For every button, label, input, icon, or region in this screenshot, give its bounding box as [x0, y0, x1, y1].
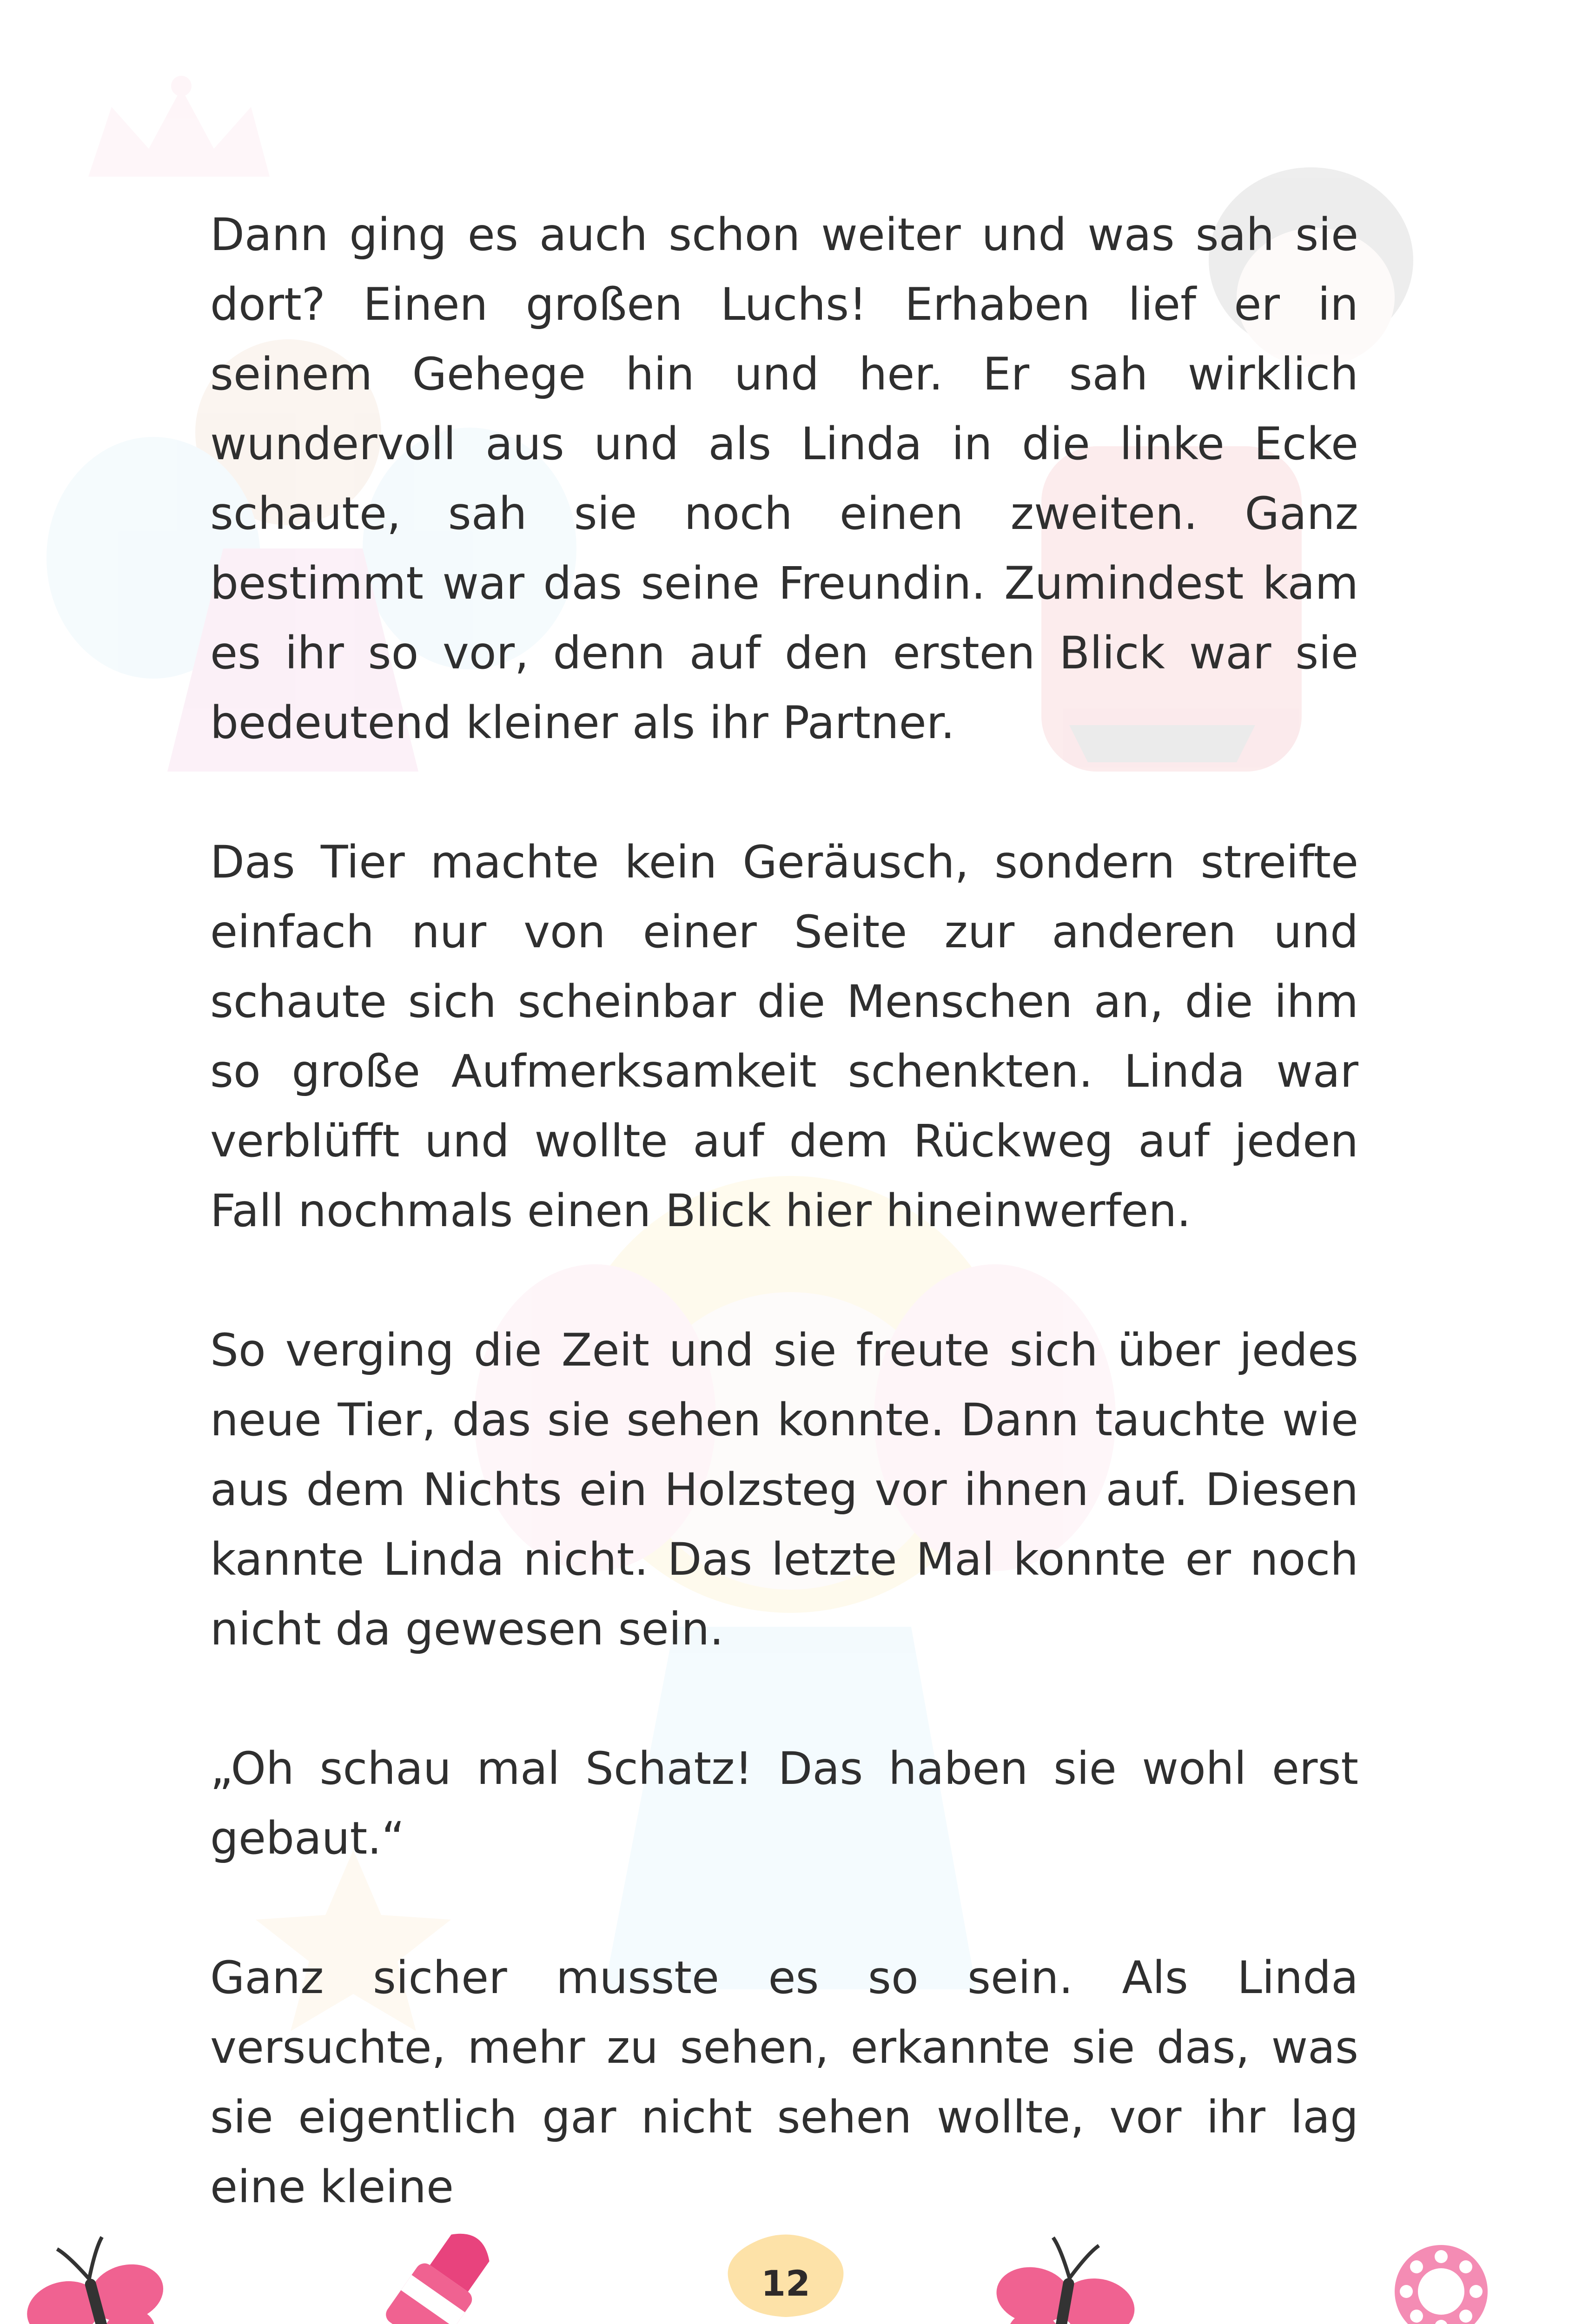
- paragraph: Dann ging es auch schon weiter und was sah sie dort? Einen großen Luchs! Erhaben lief er in seinem Gehege hin und her. Er sah wirklich wundervoll aus und als Linda in die linke Ecke schaute, sah sie noch einen zweiten. Ganz bestimmt war das seine Freundin. Zumindest kam es ihr so vor, denn auf den ersten Blick war sie bedeutend kleiner als ihr Partner.: [210, 209, 1358, 749]
- swim-ring-icon: [1395, 2245, 1488, 2324]
- paragraph: Das Tier machte kein Geräusch, sondern streifte einfach nur von einer Seite zur anderen und schaute sich scheinbar die Menschen an, die ihm so große Aufmerksamkeit schenkten. Linda war verblüfft und wollte auf dem Rückweg auf jeden Fall nochmals einen Blick hier hineinwerfen.: [210, 836, 1358, 1237]
- story-text: [210, 200, 1358, 2222]
- paragraph: „Oh schau mal Schatz! Das haben sie wohl erst gebaut.“: [210, 1743, 1358, 1864]
- page-number: 12: [761, 2262, 810, 2304]
- crown-icon: [88, 76, 270, 177]
- paragraph: So verging die Zeit und sie freute sich über jedes neue Tier, das sie sehen konnte. Dann tauchte wie aus dem Nichts ein Holzsteg vor ihnen auf. Diesen kannte Linda nicht. Das letzte Mal konnte er noch nicht da gewesen sein.: [210, 1324, 1358, 1655]
- butterfly-icon: [986, 2230, 1145, 2324]
- paragraph: Ganz sicher musste es so sein. Als Linda versuchte, mehr zu sehen, erkannte sie das, was sie eigentlich gar nicht sehen wollte, vor ihr lag eine kleine: [210, 1952, 1358, 2213]
- butterfly-icon: [12, 2225, 179, 2324]
- lipstick-icon: [382, 2220, 503, 2324]
